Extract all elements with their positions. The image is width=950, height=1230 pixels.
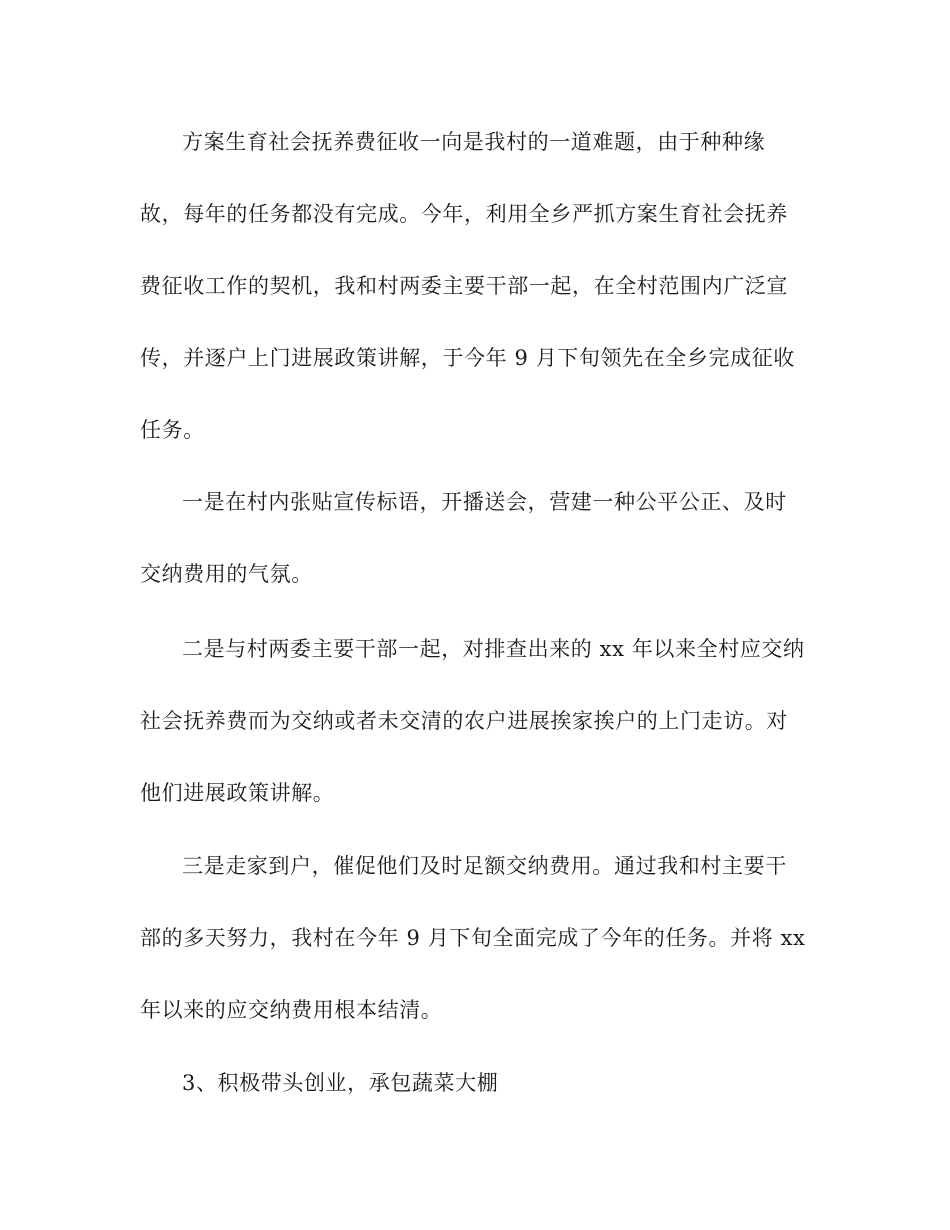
- paragraph-line: 他们进展政策讲解。: [140, 781, 335, 805]
- paragraph-line: 一是在村内张贴宣传标语，开播送会，营建一种公平公正、及时: [182, 490, 787, 514]
- paragraph-line: 任务。: [140, 418, 205, 442]
- paragraph-line: 交纳费用的气氛。: [140, 562, 313, 586]
- paragraph-line: 三是走家到户，催促他们及时足额交纳费用。通过我和村主要干: [182, 854, 787, 878]
- paragraph-line: 传，并逐户上门进展政策讲解，于今年 9 月下旬领先在全乡完成征收: [140, 346, 795, 370]
- paragraph-line: 二是与村两委主要干部一起，对排查出来的 xx 年以来全村应交纳: [182, 637, 805, 661]
- paragraph-line: 方案生育社会抚养费征收一向是我村的一道难题，由于种种缘: [182, 130, 766, 154]
- section-heading: 3、积极带头创业，承包蔬菜大棚: [182, 1071, 499, 1095]
- paragraph-line: 社会抚养费而为交纳或者未交清的农户进展挨家挨户的上门走访。对: [140, 709, 788, 733]
- paragraph-line: 故，每年的任务都没有完成。今年，利用全乡严抓方案生育社会抚养: [140, 202, 788, 226]
- paragraph-line: 年以来的应交纳费用根本结清。: [140, 998, 443, 1022]
- paragraph-line: 费征收工作的契机，我和村两委主要干部一起，在全村范围内广泛宣: [140, 274, 788, 298]
- paragraph-line: 部的多天努力，我村在今年 9 月下旬全面完成了今年的任务。并将 xx: [140, 926, 806, 950]
